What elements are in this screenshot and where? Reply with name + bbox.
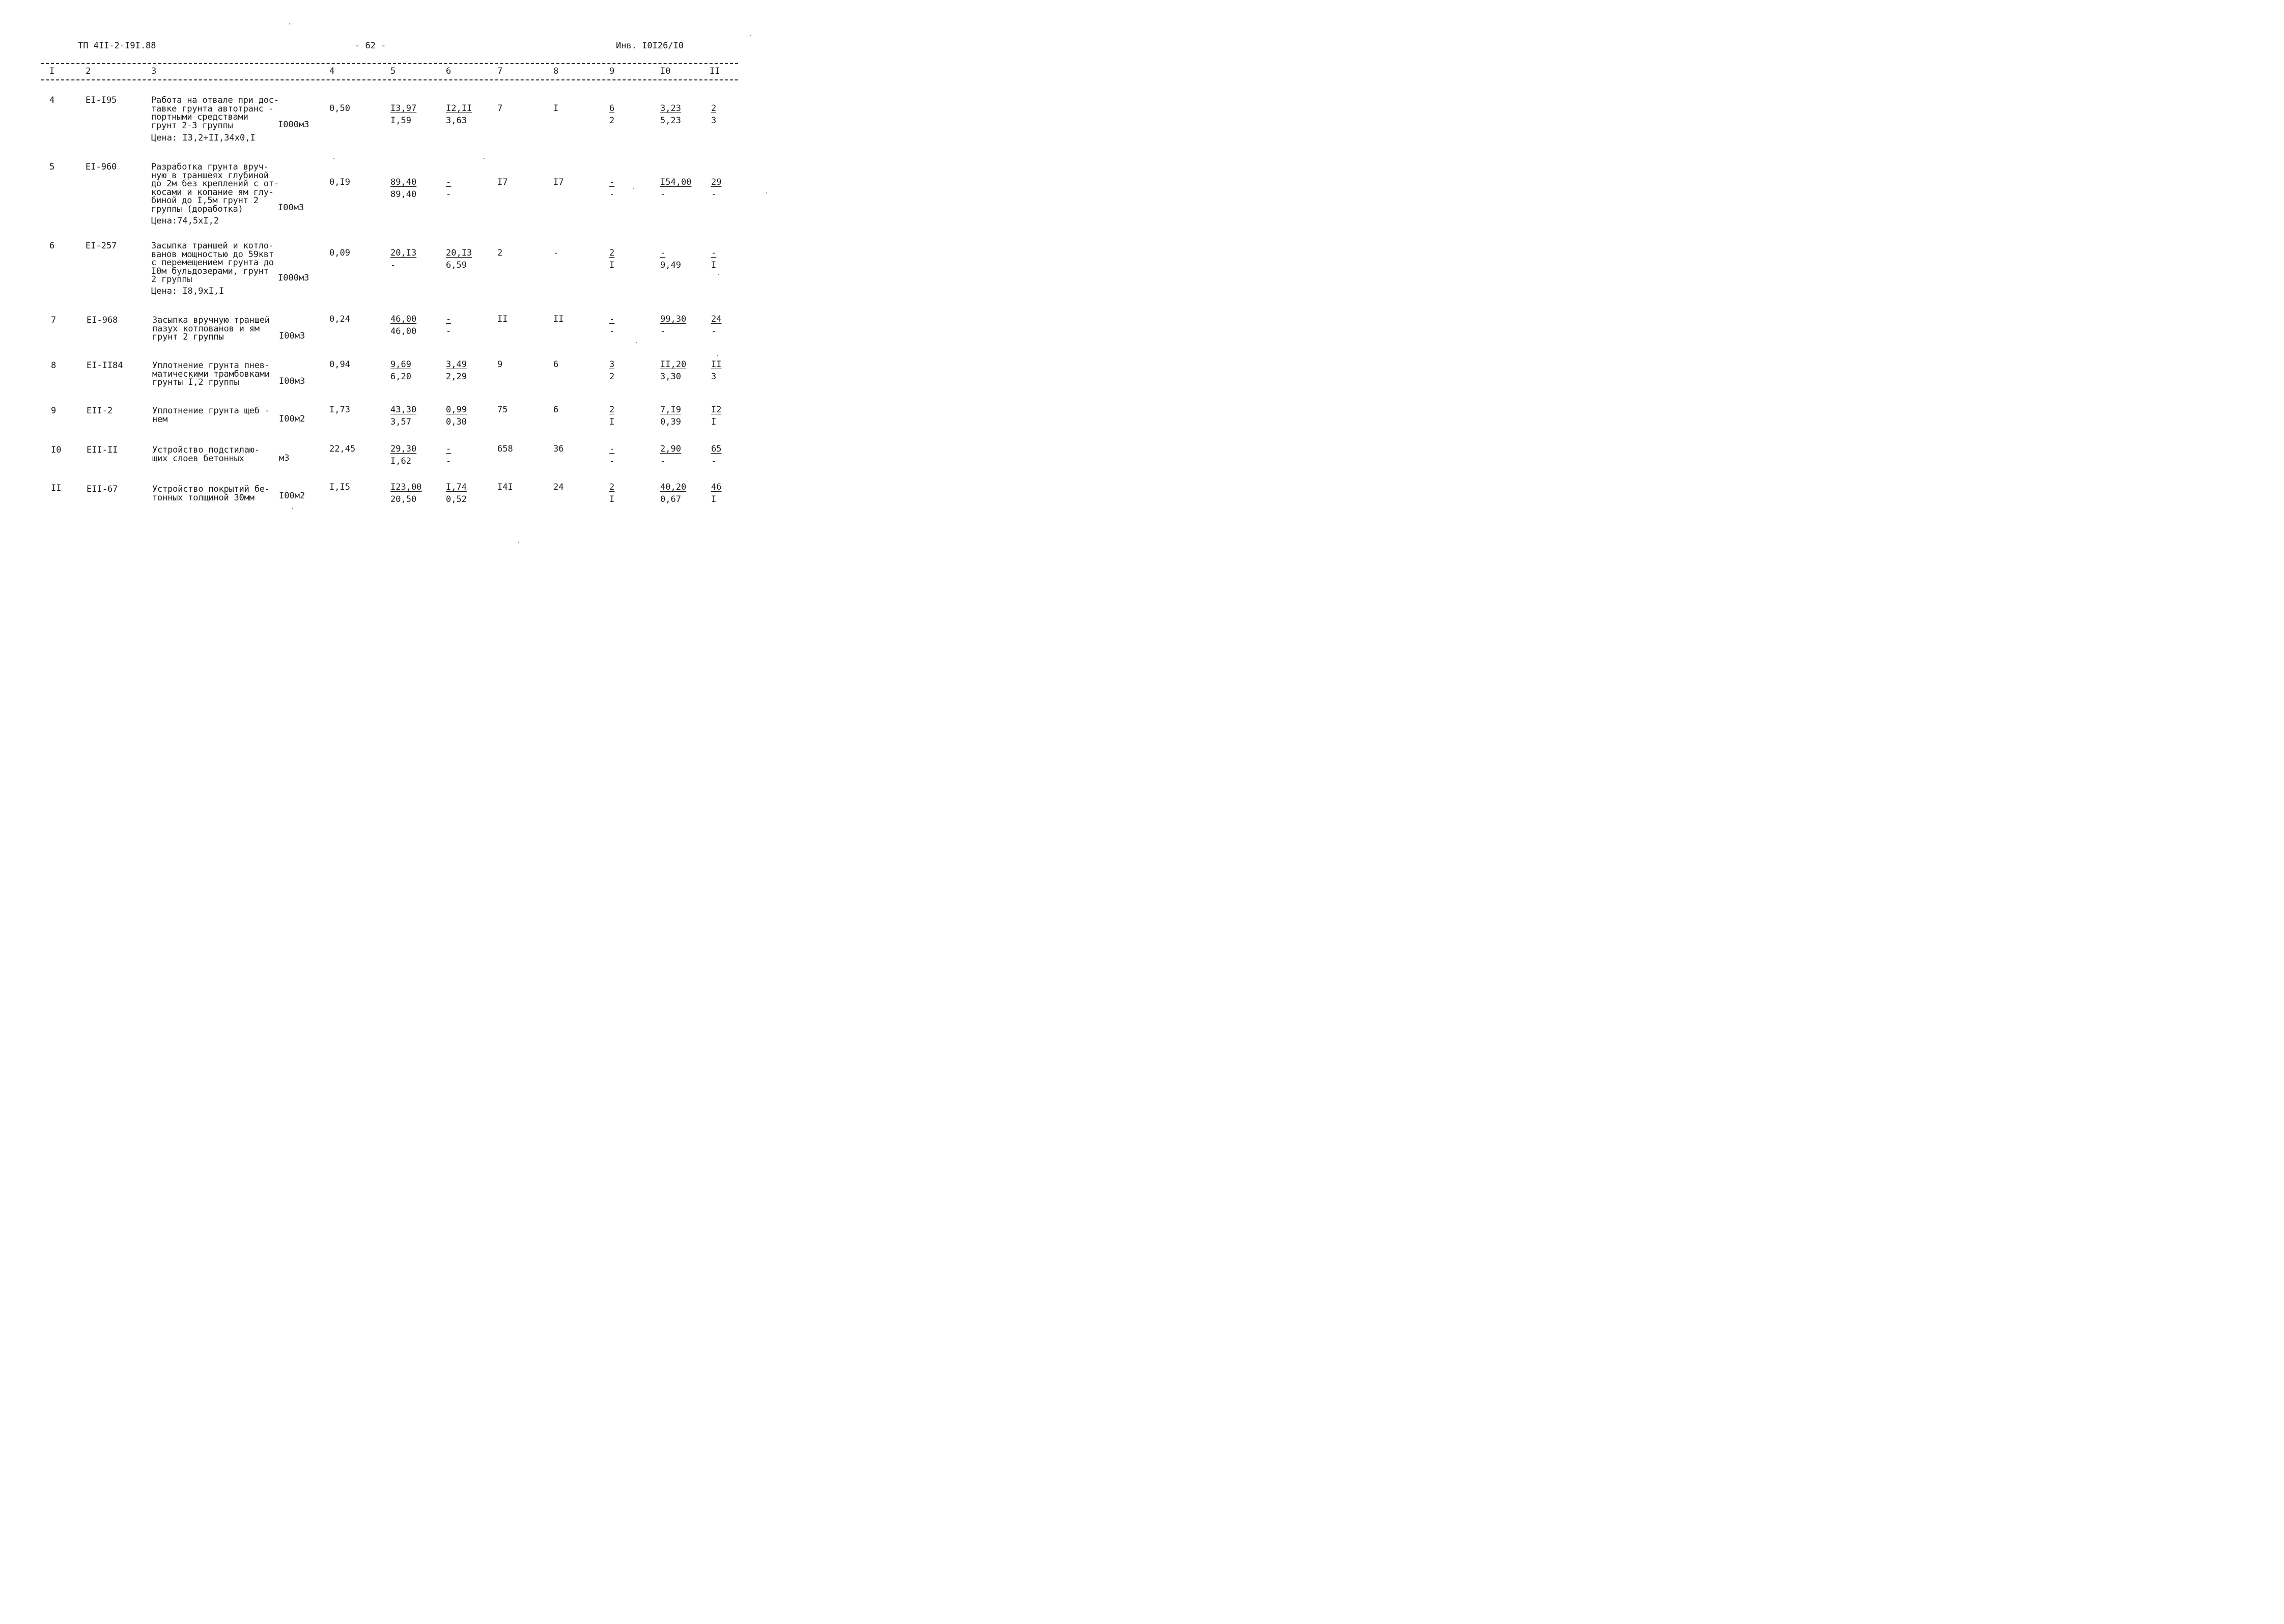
scan-speck <box>484 158 485 159</box>
fraction-denominator: 9,49 <box>660 260 681 270</box>
fraction-denominator: 0,67 <box>660 494 681 505</box>
fraction-numerator: 0,99 <box>446 405 467 415</box>
fraction-denominator: 3,63 <box>446 116 467 126</box>
fraction-denominator: 2 <box>609 372 615 382</box>
fraction-numerator: 7,I9 <box>660 405 681 415</box>
scan-speck <box>718 274 719 275</box>
work-description: Разработка грунта вруч- ную в траншеях глубиной до 2м без креплений с от- косами и копание ям глу- биной до I,5м грунт 2 группы (доработка) <box>151 162 279 214</box>
quantity: 0,94 <box>329 359 350 370</box>
norm-code: EII-67 <box>87 484 118 494</box>
col11-fraction <box>711 247 716 271</box>
col10-fraction <box>660 102 681 127</box>
scan-speck <box>633 188 634 189</box>
col7-value: 9 <box>497 359 503 370</box>
fraction-denominator: 20,50 <box>390 494 417 505</box>
fraction-numerator: 99,30 <box>660 314 687 324</box>
col6-fraction <box>446 358 467 383</box>
col7-value: II <box>497 314 508 324</box>
norm-code: EI-968 <box>87 315 118 325</box>
col8-value: - <box>553 248 559 258</box>
norm-code: EI-I95 <box>86 95 117 105</box>
col5-fraction <box>390 247 416 271</box>
fraction-denominator: I <box>609 417 615 427</box>
fraction-denominator: 3 <box>711 116 717 126</box>
col7-value: 2 <box>497 248 503 258</box>
fraction-denominator: I <box>609 260 615 270</box>
row-number: 5 <box>49 162 55 172</box>
fraction-numerator: - <box>711 248 717 258</box>
fraction-numerator: 3,49 <box>446 359 467 370</box>
fraction-denominator: - <box>711 189 717 200</box>
fraction-numerator: I54,00 <box>660 177 692 187</box>
row-number: 9 <box>51 406 57 416</box>
quantity: 0,50 <box>329 103 350 114</box>
fraction-numerator: - <box>609 177 615 187</box>
col10-fraction <box>660 443 681 467</box>
col7-value: 7 <box>497 103 503 114</box>
fraction-denominator: I,62 <box>390 456 411 466</box>
column-header-9: 9 <box>609 66 615 76</box>
col6-fraction <box>446 313 451 338</box>
fraction-denominator: - <box>446 326 452 337</box>
document-code: ТП 4II-2-I9I.88 <box>78 41 156 51</box>
fraction-denominator: - <box>711 456 717 466</box>
col6-fraction <box>446 176 451 201</box>
fraction-numerator: 9,69 <box>390 359 411 370</box>
price-formula: Цена:74,5xI,2 <box>151 216 219 226</box>
col9-fraction <box>609 102 614 127</box>
fraction-numerator: 29,30 <box>390 444 417 454</box>
column-header-3: 3 <box>151 66 157 76</box>
col6-fraction <box>446 404 467 428</box>
fraction-denominator: 89,40 <box>390 189 417 200</box>
table-rule-top <box>41 63 738 64</box>
fraction-denominator: 6,20 <box>390 372 411 382</box>
col11-fraction <box>711 443 721 467</box>
fraction-denominator: 2,29 <box>446 372 467 382</box>
col5-fraction <box>390 358 411 383</box>
scan-speck <box>333 158 334 159</box>
col11-fraction <box>711 358 721 383</box>
col9-fraction <box>609 313 614 338</box>
measure-unit: I00м2 <box>279 414 305 424</box>
fraction-denominator: - <box>711 326 717 337</box>
col11-fraction <box>711 176 721 201</box>
fraction-numerator: 40,20 <box>660 482 687 492</box>
work-description: Работа на отвале при дос- тавке грунта автотранс - портными средствами грунт 2-3 группы <box>151 95 279 131</box>
col6-fraction <box>446 481 467 506</box>
scan-speck <box>292 508 293 509</box>
col8-value: 6 <box>553 405 559 415</box>
scan-speck <box>717 355 718 356</box>
fraction-denominator: - <box>660 326 666 337</box>
scan-speck <box>766 192 767 193</box>
column-header-10: I0 <box>660 66 671 76</box>
fraction-denominator: - <box>446 189 452 200</box>
fraction-denominator: 0,39 <box>660 417 681 427</box>
price-formula: Цена: I3,2+II,34x0,I <box>151 133 256 143</box>
column-header-8: 8 <box>553 66 559 76</box>
column-header-2: 2 <box>86 66 91 76</box>
col5-fraction <box>390 102 416 127</box>
norm-code: EI-960 <box>86 162 117 172</box>
fraction-numerator: 2 <box>609 482 615 492</box>
col5-fraction <box>390 481 421 506</box>
col9-fraction <box>609 443 614 467</box>
fraction-denominator: 5,23 <box>660 116 681 126</box>
fraction-denominator: - <box>660 189 666 200</box>
col6-fraction <box>446 102 472 127</box>
row-number: 4 <box>49 95 55 105</box>
fraction-numerator: - <box>609 314 615 324</box>
fraction-denominator: 3,57 <box>390 417 411 427</box>
work-description: Уплотнение грунта пнев- матическими трамбовками грунты I,2 группы <box>152 360 270 387</box>
fraction-denominator: I <box>609 494 615 505</box>
fraction-denominator: 46,00 <box>390 326 417 337</box>
fraction-denominator: - <box>660 456 666 466</box>
col6-fraction <box>446 247 472 271</box>
column-header-11: II <box>710 66 720 76</box>
column-header-5: 5 <box>390 66 396 76</box>
row-number: 8 <box>51 360 57 371</box>
page-number: - 62 - <box>355 41 386 51</box>
col9-fraction <box>609 358 614 383</box>
col11-fraction <box>711 404 721 428</box>
fraction-numerator: 20,I3 <box>390 248 417 258</box>
work-description: Уплотнение грунта щеб - нем <box>152 406 270 425</box>
column-header-4: 4 <box>329 66 335 76</box>
col5-fraction <box>390 313 416 338</box>
col9-fraction <box>609 481 614 506</box>
price-formula: Цена: I8,9xI,I <box>151 286 224 296</box>
scan-speck <box>518 542 519 543</box>
measure-unit: I00м3 <box>279 376 305 386</box>
col11-fraction <box>711 102 716 127</box>
measure-unit: I00м2 <box>279 491 305 501</box>
norm-code: EI-257 <box>86 241 117 251</box>
fraction-numerator: 46 <box>711 482 722 492</box>
fraction-denominator: - <box>609 326 615 337</box>
scan-speck <box>750 35 751 36</box>
fraction-numerator: 3 <box>609 359 615 370</box>
fraction-denominator: 6,59 <box>446 260 467 270</box>
quantity: I,I5 <box>329 482 350 492</box>
fraction-denominator: 0,52 <box>446 494 467 505</box>
fraction-denominator: - <box>390 260 396 270</box>
col6-fraction <box>446 443 451 467</box>
fraction-numerator: - <box>446 177 452 187</box>
fraction-numerator: - <box>446 314 452 324</box>
fraction-denominator: I <box>711 260 717 270</box>
fraction-numerator: II,20 <box>660 359 687 370</box>
quantity: 22,45 <box>329 444 356 454</box>
col11-fraction <box>711 481 721 506</box>
fraction-denominator: I <box>711 494 717 505</box>
col5-fraction <box>390 404 416 428</box>
fraction-denominator: I,59 <box>390 116 411 126</box>
document-page <box>0 0 788 561</box>
fraction-numerator: I2 <box>711 405 722 415</box>
fraction-denominator: - <box>609 189 615 200</box>
col10-fraction <box>660 176 691 201</box>
measure-unit: I000м3 <box>278 273 309 283</box>
fraction-numerator: 43,30 <box>390 405 417 415</box>
fraction-numerator: 2,90 <box>660 444 681 454</box>
col7-value: 75 <box>497 405 508 415</box>
col8-value: I <box>553 103 559 114</box>
column-header-6: 6 <box>446 66 452 76</box>
col7-value: I7 <box>497 177 508 187</box>
fraction-numerator: 2 <box>711 103 717 114</box>
fraction-numerator: 2 <box>609 248 615 258</box>
fraction-numerator: 65 <box>711 444 722 454</box>
fraction-numerator: 6 <box>609 103 615 114</box>
fraction-numerator: 20,I3 <box>446 248 472 258</box>
col9-fraction <box>609 176 614 201</box>
norm-code: EII-2 <box>87 406 113 416</box>
measure-unit: м3 <box>279 453 290 463</box>
col5-fraction <box>390 443 416 467</box>
quantity: 0,I9 <box>329 177 350 187</box>
measure-unit: I000м3 <box>278 120 309 130</box>
work-description: Устройство подстилаю- щих слоев бетонных <box>152 445 260 464</box>
row-number: II <box>51 483 62 493</box>
quantity: I,73 <box>329 405 350 415</box>
fraction-numerator: 46,00 <box>390 314 417 324</box>
fraction-denominator: - <box>446 456 452 466</box>
work-description: Засыпка вручную траншей пазух котлованов и ям грунт 2 группы <box>152 315 270 342</box>
col8-value: II <box>553 314 564 324</box>
col8-value: 36 <box>553 444 564 454</box>
col11-fraction <box>711 313 721 338</box>
col7-value: I4I <box>497 482 513 492</box>
measure-unit: I00м3 <box>279 331 305 341</box>
col9-fraction <box>609 247 614 271</box>
col5-fraction <box>390 176 416 201</box>
row-number: I0 <box>51 445 62 455</box>
fraction-denominator: 3,30 <box>660 372 681 382</box>
norm-code: EII-II <box>87 445 118 455</box>
fraction-numerator: II <box>711 359 722 370</box>
fraction-denominator: I <box>711 417 717 427</box>
work-description: Засыпка траншей и котло- ванов мощностью до 59квт с перемещением грунта до I0м бульдозерами, грунт 2 группы <box>151 241 274 285</box>
fraction-numerator: - <box>609 444 615 454</box>
fraction-numerator: 3,23 <box>660 103 681 114</box>
fraction-numerator: I,74 <box>446 482 467 492</box>
col10-fraction <box>660 404 681 428</box>
fraction-denominator: - <box>609 456 615 466</box>
fraction-numerator: 89,40 <box>390 177 417 187</box>
fraction-numerator: I23,00 <box>390 482 422 492</box>
col10-fraction <box>660 247 681 271</box>
quantity: 0,09 <box>329 248 350 258</box>
quantity: 0,24 <box>329 314 350 324</box>
scan-speck <box>636 342 637 343</box>
col10-fraction <box>660 313 686 338</box>
col9-fraction <box>609 404 614 428</box>
norm-code: EI-II84 <box>87 360 123 371</box>
col8-value: 24 <box>553 482 564 492</box>
fraction-denominator: 0,30 <box>446 417 467 427</box>
fraction-numerator: I3,97 <box>390 103 417 114</box>
fraction-numerator: - <box>446 444 452 454</box>
fraction-numerator: I2,II <box>446 103 472 114</box>
table-rule-header-bottom <box>41 79 738 80</box>
row-number: 7 <box>51 315 57 325</box>
fraction-numerator: 24 <box>711 314 722 324</box>
column-header-7: 7 <box>497 66 503 76</box>
measure-unit: I00м3 <box>278 203 304 213</box>
col10-fraction <box>660 481 686 506</box>
column-header-1: I <box>49 66 55 76</box>
fraction-numerator: - <box>660 248 666 258</box>
col8-value: I7 <box>553 177 564 187</box>
fraction-numerator: 29 <box>711 177 722 187</box>
col7-value: 658 <box>497 444 513 454</box>
inventory-number: Инв. I0I26/I0 <box>616 41 684 51</box>
fraction-numerator: 2 <box>609 405 615 415</box>
row-number: 6 <box>49 241 55 251</box>
work-description: Устройство покрытий бе- тонных толщиной 30мм <box>152 484 270 503</box>
col8-value: 6 <box>553 359 559 370</box>
col10-fraction <box>660 358 686 383</box>
fraction-denominator: 2 <box>609 116 615 126</box>
scan-speck <box>289 23 290 24</box>
fraction-denominator: 3 <box>711 372 717 382</box>
